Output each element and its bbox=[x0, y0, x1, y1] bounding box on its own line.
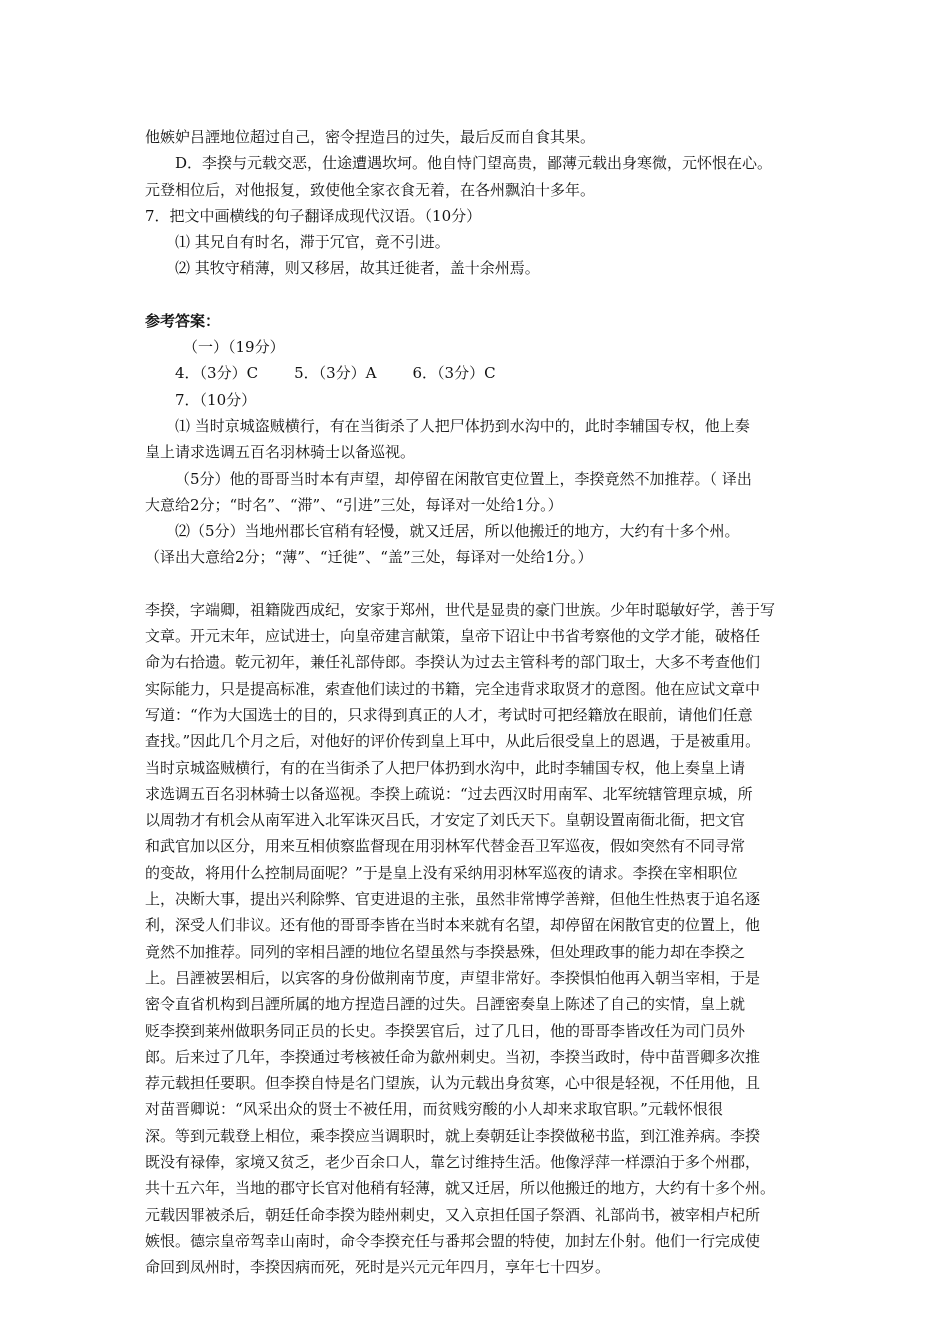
translation-line: 深。等到元载登上相位，乘李揆应当调职时，就上奏朝廷让李揆做秘书监，到江淮养病。李揆 bbox=[145, 1126, 761, 1145]
translation-line: 既没有禄俸，家境又贫乏，老少百余口人，靠乞讨维持生活。他像浮萍一样漂泊于多个州郡， bbox=[145, 1152, 761, 1171]
answer-5: 5．（3分）A bbox=[294, 364, 377, 383]
answer-line-4: 大意给2分；“时名”、“滞”、“引进”三处，每译对一处给1分。） bbox=[145, 495, 563, 514]
translation-paragraph bbox=[145, 597, 820, 1281]
option-d-line-1: D．李揆与元载交恶，仕途遭遇坎坷。他自恃门望高贵，鄙薄元载出身寒微，元怀恨在心。 bbox=[175, 154, 773, 173]
spacer bbox=[145, 282, 820, 308]
translation-line: 查找。”因此几个月之后，对他好的评价传到皇上耳中，从此后很受皇上的恩遇，于是被重用。 bbox=[145, 732, 761, 751]
translation-line: 竟然不加推荐。同列的宰相吕諲的地位名望虽然与李揆悬殊，但处理政事的能力却在李揆之 bbox=[145, 942, 746, 961]
answers-choice-row bbox=[145, 360, 820, 386]
option-d-line-2: 元登相位后，对他报复，致使他全家衣食无着，在各州飘泊十多年。 bbox=[145, 180, 596, 199]
translation-line: 实际能力，只是提高标准，索查他们读过的书籍，完全违背求取贤才的意图。他在应试文章中 bbox=[145, 679, 761, 698]
translation-line: 当时京城盗贼横行，有的在当街杀了人把尸体扔到水沟中，此时李辅国专权，他上奏皇上请 bbox=[145, 758, 746, 777]
translation-line: 和武官加以区分，用来互相侦察监督现在用羽林军代替金吾卫军巡夜，假如突然有不同寻常 bbox=[145, 837, 746, 856]
answer-4: 4．（3分）C bbox=[175, 364, 259, 383]
translation-line: 元载因罪被杀后，朝廷任命李揆为睦州刺史，又入京担任国子祭酒、礼部尚书，被宰相卢杞所 bbox=[145, 1205, 761, 1224]
option-c-tail: 他嫉妒吕諲地位超过自己，密令捏造吕的过失，最后反而自食其果。 bbox=[145, 128, 596, 146]
translation-line: 写道：“作为大国选士的目的，只求得到真正的人才，考试时可把经籍放在眼前，请他们任意 bbox=[145, 705, 753, 724]
document-body bbox=[145, 124, 820, 1280]
answers-heading: 参考答案： bbox=[145, 311, 221, 330]
answer-line-3: （5分）他的哥哥当时本有声望，却停留在闲散官吏位置上，李揆竟然不加推荐。（ 译出 bbox=[175, 469, 752, 488]
translation-line: 的变故，将用什么控制局面呢？”于是皇上没有采纳用羽林军巡夜的请求。李揆在宰相职位 bbox=[145, 863, 738, 882]
answer-line-1: ⑴ 当时京城盗贼横行，有在当街杀了人把尸体扔到水沟中的，此时李辅国专权，他上奏 bbox=[175, 416, 750, 435]
translation-line: 嫉恨。德宗皇帝驾幸山南时，命令李揆充任与番邦会盟的特使，加封左仆射。他们一行完成使 bbox=[145, 1231, 761, 1250]
question-7-item-2: ⑵ 其牧守稍薄，则又移居，故其迁徙者，盖十余州焉。 bbox=[175, 259, 540, 278]
translation-line: 郎。后来过了几年，李揆通过考核被任命为歙州刺史。当初，李揆当政时，侍中苗晋卿多次推 bbox=[145, 1047, 761, 1066]
answer-line-2: 皇上请求选调五百名羽林骑士以备巡视。 bbox=[145, 443, 416, 462]
answer-line-5: ⑵（5分）当地州郡长官稍有轻慢，就又迁居，所以他搬迁的地方，大约有十多个州。 bbox=[175, 522, 740, 541]
spacer bbox=[145, 571, 820, 597]
translation-line: 命为右拾遗。乾元初年，兼任礼部侍郎。李揆认为过去主管科考的部门取士，大多不考查他们 bbox=[145, 653, 761, 672]
answer-line-6: （译出大意给2分；“薄”、“迁徙”、“盖”三处，每译对一处给1分。） bbox=[145, 548, 593, 567]
answer-6: 6．（3分）C bbox=[412, 364, 496, 383]
translation-line: 命回到凤州时，李揆因病而死，死时是兴元元年四月，享年七十四岁。 bbox=[145, 1258, 611, 1277]
translation-line: 上。吕諲被罢相后，以宾客的身份做荆南节度，声望非常好。李揆惧怕他再入朝当宰相，于是 bbox=[145, 968, 761, 987]
translation-line: 共十五六年，当地的郡守长官对他稍有轻薄，就又迁居，所以他搬迁的地方，大约有十多个州。 bbox=[145, 1179, 776, 1198]
question-7-title: 7．把文中画横线的句子翻译成现代汉语。（10分） bbox=[145, 206, 482, 225]
translation-line: 以周勃才有机会从南军进入北军诛灭吕氏，才安定了刘氏天下。皇朝设置南衙北衙，把文官 bbox=[145, 811, 746, 830]
translation-line: 李揆，字端卿，祖籍陇西成纪，安家于郑州，世代是显贵的豪门世族。少年时聪敏好学，善于写 bbox=[145, 600, 776, 619]
translation-line: 对苗晋卿说：“风采出众的贤士不被任用，而贫贱穷酸的小人却来求取官职。”元载怀恨很 bbox=[145, 1100, 723, 1119]
translation-line: 利，深受人们非议。还有他的哥哥李皆在当时本来就有名望，却停留在闲散官吏的位置上，他 bbox=[145, 916, 761, 935]
answers-section: （一）（19分） bbox=[183, 338, 285, 357]
translation-line: 贬李揆到莱州做职务同正员的长史。李揆罢官后，过了几日，他的哥哥李皆改任为司门员外 bbox=[145, 1021, 746, 1040]
translation-line: 求选调五百名羽林骑士以备巡视。李揆上疏说：“过去西汉时用南军、北军统辖管理京城，所 bbox=[145, 784, 753, 803]
answers-q7: 7．（10分） bbox=[175, 390, 257, 409]
translation-line: 密令直省机构到吕諲所属的地方捏造吕諲的过失。吕諲密奏皇上陈述了自己的实情，皇上就 bbox=[145, 995, 746, 1014]
translation-line: 上，决断大事，提出兴利除弊、官吏进退的主张，虽然非常博学善辩，但他生性热衷于追名逐 bbox=[145, 890, 761, 909]
translation-line: 文章。开元末年，应试进士，向皇帝建言献策，皇帝下诏让中书省考察他的文学才能，破格任 bbox=[145, 627, 761, 646]
question-7-item-1: ⑴ 其兄自有时名，滞于冗官，竟不引进。 bbox=[175, 233, 450, 252]
translation-line: 荐元载担任要职。但李揆自恃是名门望族，认为元载出身贫寒，心中很是轻视，不任用他，且 bbox=[145, 1074, 761, 1093]
